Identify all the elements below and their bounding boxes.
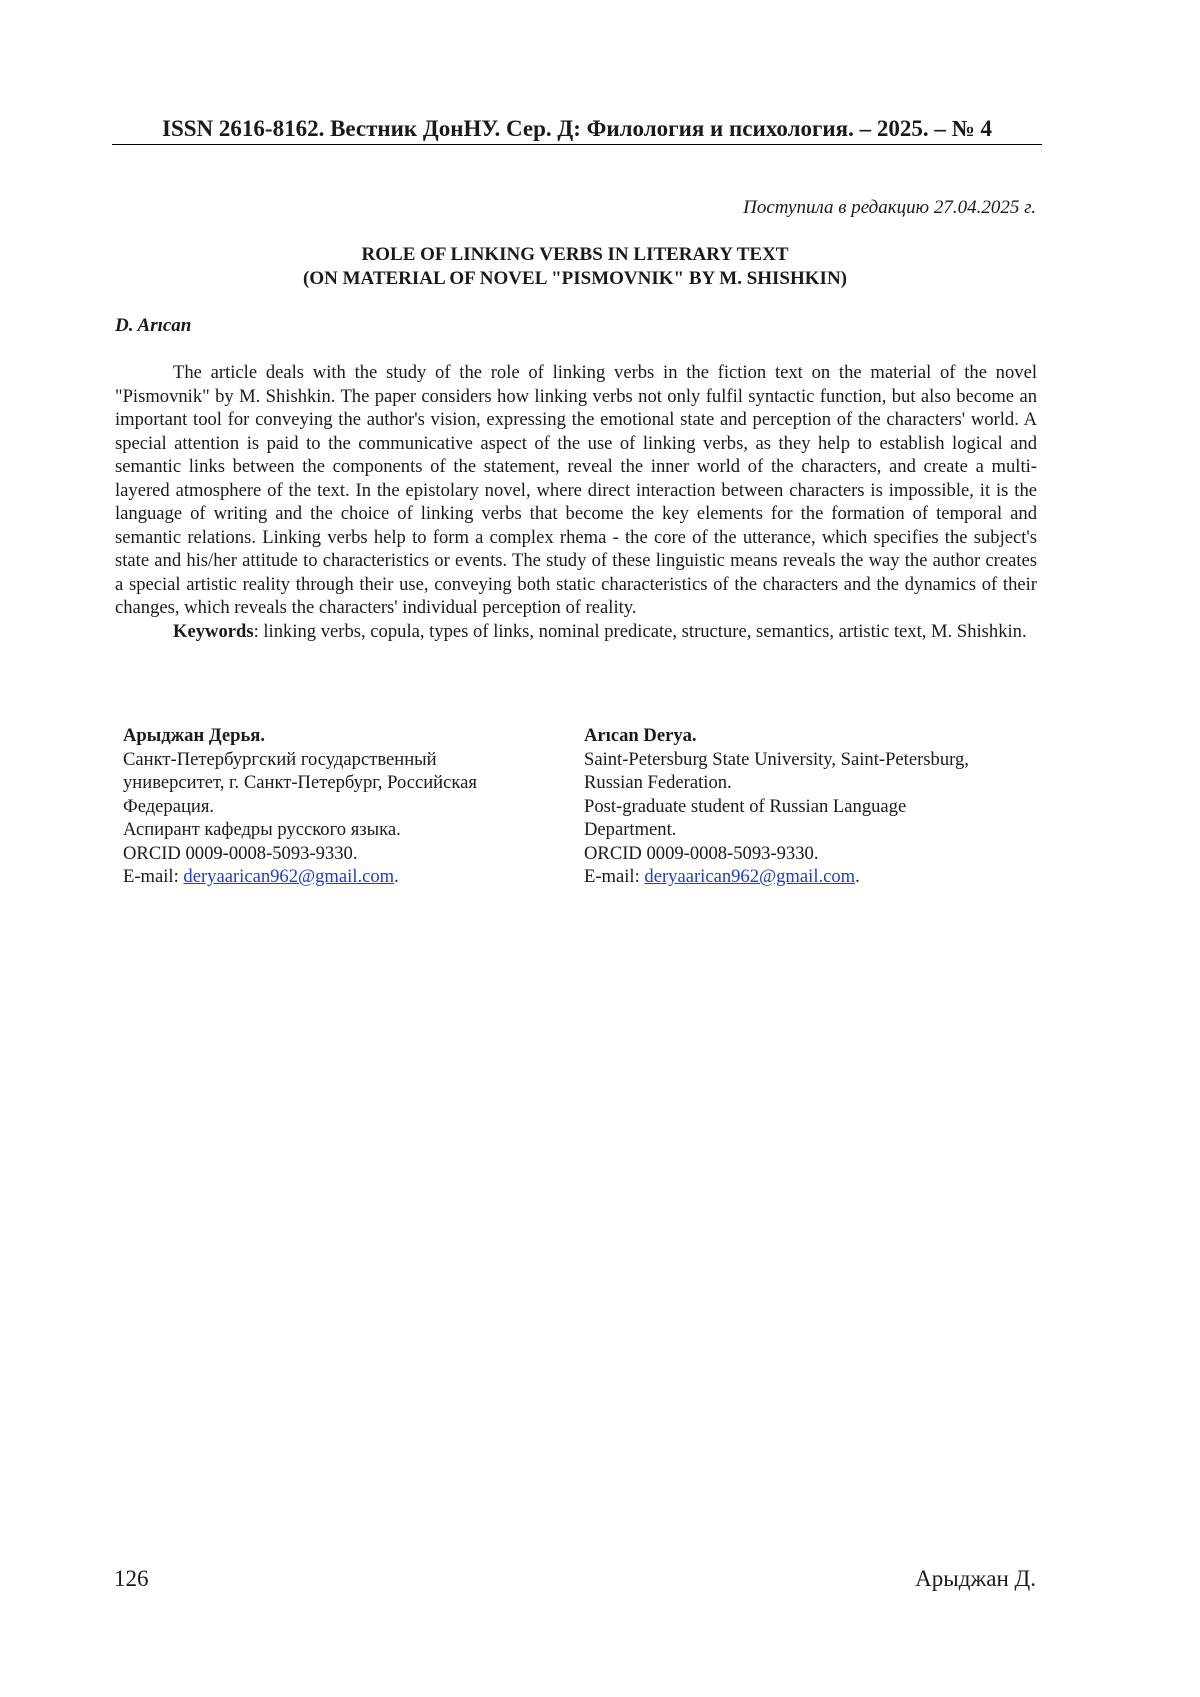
keywords — [115, 620, 1037, 644]
orcid-en: ORCID 0009-0008-5093-9330. — [584, 842, 819, 864]
email-en-suffix: . — [855, 866, 860, 887]
keywords-label: Keywords — [173, 620, 254, 642]
position-en-line-2: Department. — [584, 819, 677, 840]
running-header — [112, 114, 1042, 145]
article-title-line-1: ROLE OF LINKING VERBS IN LITERARY TEXT — [361, 244, 789, 265]
footer-author: Арыджан Д. — [915, 1566, 1036, 1591]
keywords-text: : linking verbs, copula, types of links, nominal predicate, structure, semantics, artistic text, M. Shishkin. — [253, 620, 1027, 642]
institution-en-line-2: Russian Federation. — [584, 772, 732, 793]
page-number: 126 — [114, 1566, 149, 1591]
institution-en-line-1: Saint-Petersburg State University, Saint-Petersburg, — [584, 748, 969, 770]
email-ru-link[interactable]: deryaarican962@gmail.com — [183, 866, 395, 887]
email-en-label: E-mail: — [584, 866, 645, 887]
abstract — [115, 361, 1037, 643]
email-en-link[interactable]: deryaarican962@gmail.com — [644, 866, 856, 887]
received-date-note: Поступила в редакцию 27.04.2025 г. — [743, 197, 1036, 218]
email-ru-suffix: . — [394, 866, 399, 887]
email-en-row — [584, 865, 1024, 889]
email-ru-label: E-mail: — [123, 866, 184, 887]
institution-ru-line-3: Федерация. — [123, 795, 215, 817]
institution-ru-line-2: университет, г. Санкт-Петербург, Российская — [123, 772, 477, 793]
article-title — [114, 243, 1036, 291]
article-title-line-2: (ON MATERIAL OF NOVEL "PISMOVNIK" BY M. SHISHKIN) — [303, 268, 847, 289]
affiliation-english — [584, 724, 1024, 889]
email-ru-row — [123, 865, 543, 889]
author-name-ru: Арыджан Дерья. — [123, 725, 265, 746]
running-title: ISSN 2616-8162. Вестник ДонНУ. Сер. Д: Филология и психология. – 2025. – № 4 — [162, 116, 992, 141]
orcid-ru: ORCID 0009-0008-5093-9330. — [123, 842, 358, 864]
author-name-en: Arıcan Derya. — [584, 725, 697, 746]
affiliation-russian — [123, 724, 543, 889]
abstract-text: The article deals with the study of the role of linking verbs in the fiction text on the material of the novel "Pismovnik" by M. Shishkin. The paper considers how linking verbs not only fulfil syntactic function, but also become an important tool for conveying the author's vision, expressing the emotional state and perception of the characters' world. A special attention is paid to the communicative aspect of the use of linking verbs, as they help to establish logical and semantic links between the components of the statement, reveal the inner world of the characters, and create a multi-layered atmosphere of the text. In the epistolary novel, where direct interaction between characters is impossible, it is the language of writing and the choice of linking verbs that become the key elements for the formation of temporal and semantic relations. Linking verbs help to form a complex rhema - the core of the utterance, which specifies the subject's state and his/her attitude to characteristics or events. The study of these linguistic means reveals the way the author creates a special artistic reality through their use, conveying both static characteristics of the characters and the dynamics of their changes, which reveals the characters' individual perception of reality. — [115, 362, 1037, 618]
author-short-name: D. Arıcan — [115, 315, 192, 336]
position-ru: Аспирант кафедры русского языка. — [123, 819, 401, 840]
position-en-line-1: Post-graduate student of Russian Language — [584, 795, 907, 817]
institution-ru-line-1: Санкт-Петербургский государственный — [123, 748, 437, 770]
